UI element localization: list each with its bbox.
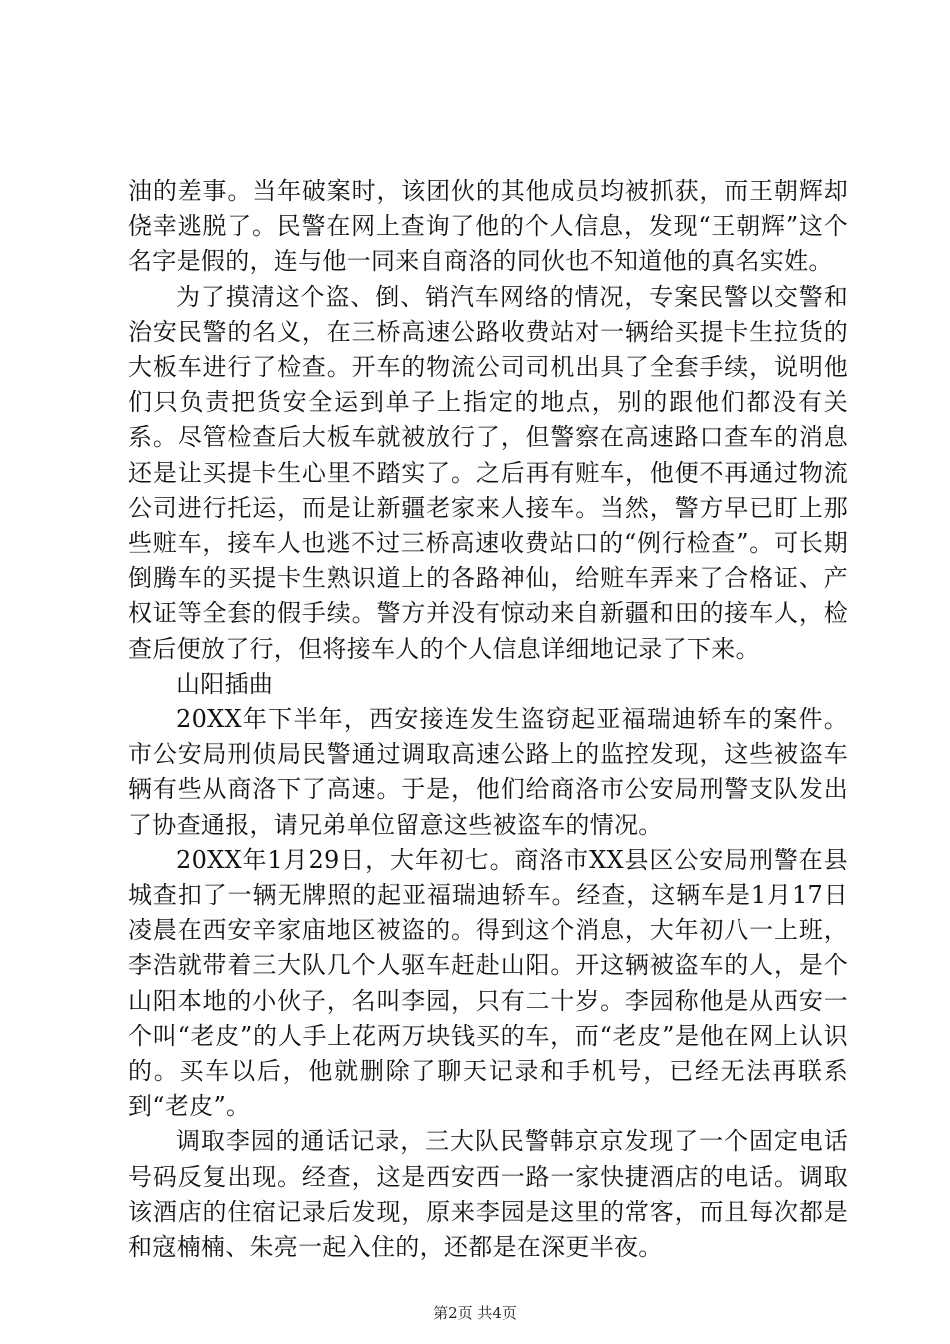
paragraph-5: 调取李园的通话记录，三大队民警韩京京发现了一个固定电话号码反复出现。经查，这是西安西一路一家快捷酒店的电话。调取该酒店的住宿记录后发现，原来李园是这里的常客，而且每次都是和寇楠楠、朱亮一起入住的，还都是在深更半夜。 xyxy=(128,1127,848,1262)
paragraph-3: 20XX年下半年，西安接连发生盗窃起亚福瑞迪轿车的案件。市公安局刑侦局民警通过调取高速公路上的监控发现，这些被盗车辆有些从商洛下了高速。于是，他们给商洛市公安局刑警支队发出了协查通报，请兄弟单位留意这些被盗车的情况。 xyxy=(128,705,848,839)
section-heading: 山阳插曲 xyxy=(176,669,274,698)
paragraph-4: 20XX年1月29日，大年初七。商洛市XX县区公安局刑警在县城查扣了一辆无牌照的起亚福瑞迪轿车。经查，这辆车是1月17日凌晨在西安辛家庙地区被盗的。得到这个消息，大年初八一上班，李浩就带着三大队几个人驱车赶赴山阳。开这辆被盗车的人，是个山阳本地的小伙子，名叫李园，只有二十岁。李园称他是从西安一个叫“老皮”的人手上花两万块钱买的车，而“老皮”是他在网上认识的。买车以后，他就删除了聊天记录和手机号，已经无法再联系到“老皮”。 xyxy=(128,845,848,1121)
paragraph-1: 油的差事。当年破案时，该团伙的其他成员均被抓获，而王朝辉却侥幸逃脱了。民警在网上查询了他的个人信息，发现“王朝辉”这个名字是假的，连与他一同来自商洛的同伙也不知道他的真名实姓。 xyxy=(128,177,848,276)
page-number-footer: 第2页 共4页 xyxy=(433,1304,517,1322)
paragraph-2: 为了摸清这个盗、倒、销汽车网络的情况，专案民警以交警和治安民警的名义，在三桥高速公路收费站对一辆给买提卡生拉货的大板车进行了检查。开车的物流公司司机出具了全套手续，说明他们只负责把货安全运到单子上指定的地点，别的跟他们都没有关系。尽管检查后大板车就被放行了，但警察在高速路口查车的消息还是让买提卡生心里不踏实了。之后再有赃车，他便不再通过物流公司进行托运，而是让新疆老家来人接车。当然，警方早已盯上那些赃车，接车人也逃不过三桥高速收费站口的“例行检查”。可长期倒腾车的买提卡生熟识道上的各路神仙，给赃车弄来了合格证、产权证等全套的假手续。警方并没有惊动来自新疆和田的接车人，检查后便放了行，但将接车人的个人信息详细地记录了下来。 xyxy=(128,282,848,663)
article-body xyxy=(128,174,848,1265)
